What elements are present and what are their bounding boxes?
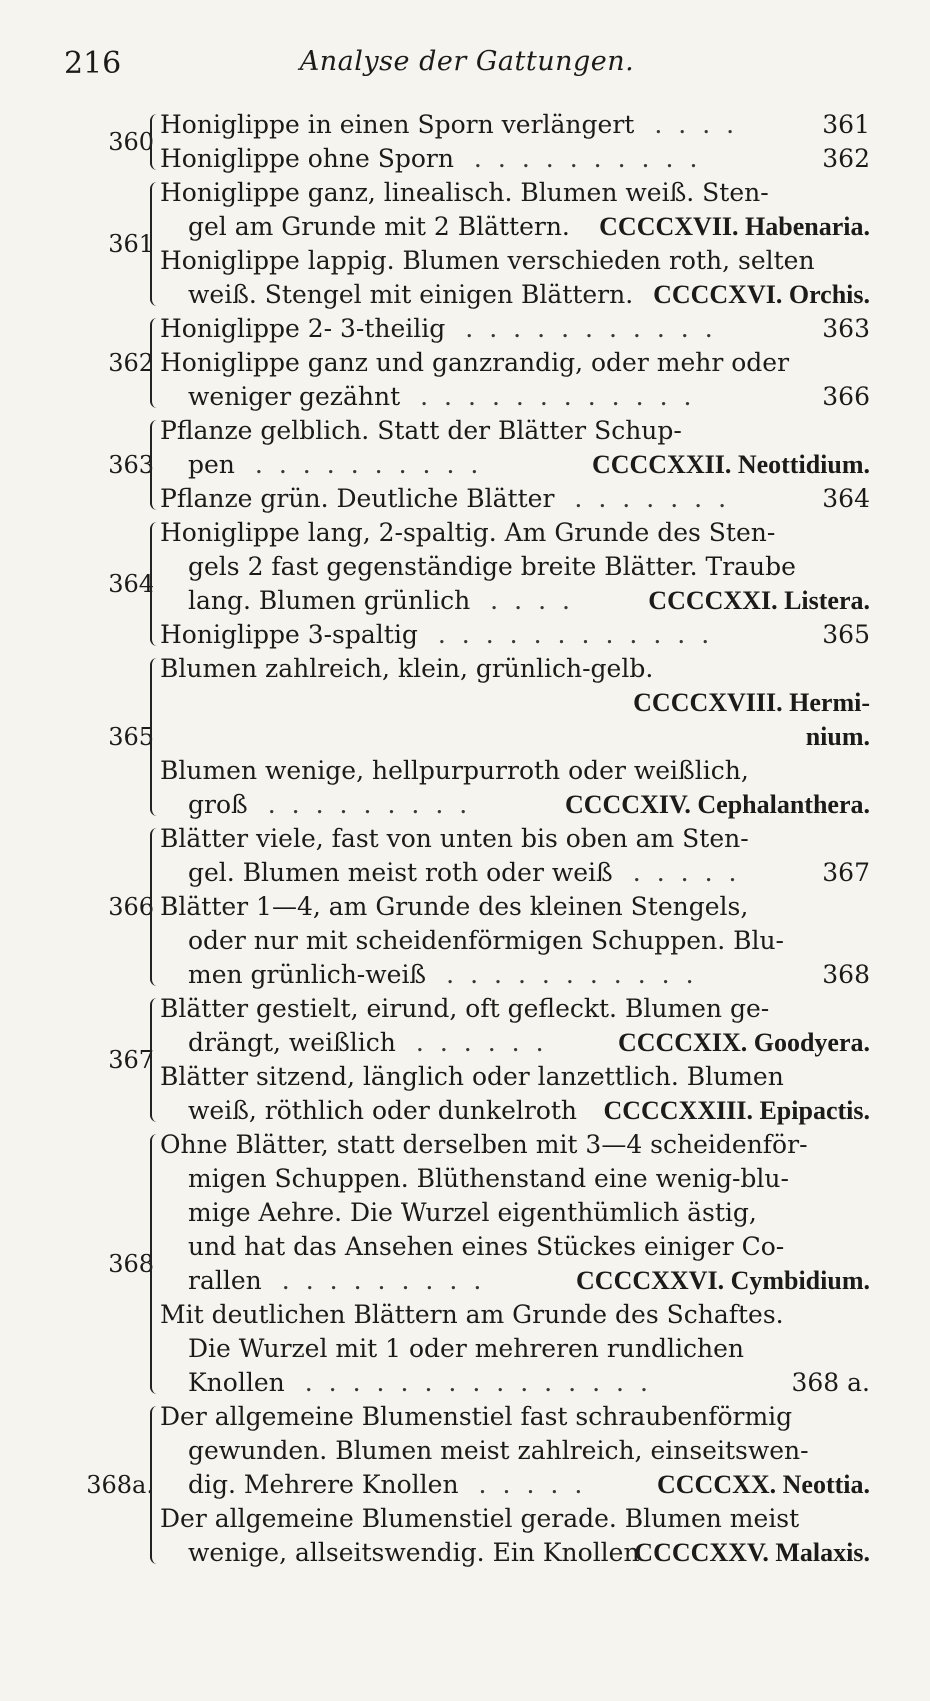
couplet-brace [150,1406,164,1564]
lead-text: gel am Grunde mit 2 Blättern. [188,212,570,241]
lead-line [188,924,870,958]
key-couplet [0,1128,930,1400]
lead-text: Pflanze gelblich. Statt der Blätter Schup- [160,416,682,445]
lead-text: weiß, röthlich oder dunkelroth [188,1096,578,1125]
lead-text: Honiglippe 2- 3-theilig [160,314,446,343]
lead-text: gels 2 fast gegenständige breite Blätter. Traube [188,552,796,581]
lead-text: lang. Blumen grünlich [188,586,471,615]
lead-line [188,550,870,584]
lead-line [160,1400,870,1434]
lead-text: Blätter 1—4, am Grunde des kleinen Stengels, [160,892,749,921]
lead-line [160,890,870,924]
leader-dots: ..... [632,858,753,887]
key-lead [0,1298,930,1400]
lead-text: pen [188,450,235,479]
lead-text: Blätter gestielt, eirund, oft gefleckt. Blumen ge- [160,994,770,1023]
couplet-number: 360 [108,128,154,156]
lead-line [188,1196,870,1230]
couplet-number: 367 [108,1046,154,1074]
lead-text: gewunden. Blumen meist zahlreich, einseitswen- [188,1436,809,1465]
lead-text: men grünlich-weiß [188,960,427,989]
leader-dots: ............ [437,620,726,649]
lead-line [188,1162,870,1196]
lead-text: Ohne Blätter, statt derselben mit 3—4 scheidenför- [160,1130,808,1159]
lead-line [188,1536,870,1570]
lead-line [188,584,870,618]
genus-result: CCCCXXV. Malaxis. [634,1538,870,1567]
key-couplet [0,108,930,176]
lead-line [188,686,870,720]
lead-line [188,1094,870,1128]
lead-text: Blumen zahlreich, klein, grünlich-gelb. [160,654,654,683]
leader-dots: ........... [465,314,729,343]
couplet-brace [150,522,164,646]
lead-text: dig. Mehrere Knollen [188,1470,459,1499]
couplet-brace [150,182,164,306]
couplet-reference: 368 a. [791,1368,870,1397]
genus-result: CCCCXXVI. Cymbidium. [576,1266,870,1295]
leader-dots: ............ [420,382,708,411]
key-couplet [0,176,930,312]
couplet-number: 362 [108,349,154,377]
lead-text: wenige, allseitswendig. Ein Knollen [188,1538,640,1567]
lead-line [160,992,870,1026]
lead-text: weiß. Stengel mit einigen Blättern. [188,280,634,309]
couplet-brace [150,1134,164,1394]
key-couplet [0,414,930,516]
couplet-number: 366 [108,893,154,921]
couplet-reference: 367 [822,858,870,887]
page-number: 216 [64,46,122,81]
lead-line [160,652,870,686]
key-lead [0,312,930,346]
genus-result: CCCCXVI. Orchis. [653,280,870,309]
couplet-number: 363 [108,451,154,479]
leader-dots: .... [490,586,586,615]
couplet-reference: 361 [822,110,870,139]
genus-result: CCCCXXI. Listera. [648,586,870,615]
lead-line [160,1128,870,1162]
leader-dots: ......... [267,790,484,819]
leader-dots: .......... [473,144,714,173]
couplet-number: 365 [108,723,154,751]
lead-line [160,1298,870,1332]
leader-dots: ....... [574,484,743,513]
lead-line [160,108,870,142]
lead-line [160,414,870,448]
leader-dots: .......... [254,450,495,479]
lead-text: mige Aehre. Die Wurzel eigenthümlich ästig, [188,1198,757,1227]
leader-dots: ......... [281,1266,498,1295]
lead-text: Mit deutlichen Blättern am Grunde des Schaftes. [160,1300,784,1329]
lead-line [160,244,870,278]
lead-text: Honiglippe 3-spaltig [160,620,418,649]
lead-line [160,516,870,550]
genus-result: CCCCXXIII. Epipactis. [603,1096,870,1125]
lead-text: migen Schuppen. Blüthenstand eine wenig-blu- [188,1164,789,1193]
lead-text: weniger gezähnt [188,382,401,411]
lead-line [188,210,870,244]
couplet-reference: 365 [822,620,870,649]
lead-line [188,1366,870,1400]
lead-text: oder nur mit scheidenförmigen Schuppen. Blu- [188,926,785,955]
lead-text: Honiglippe lappig. Blumen verschieden roth, selten [160,246,815,275]
lead-text: Der allgemeine Blumenstiel gerade. Blumen meist [160,1504,800,1533]
running-title: Analyse der Gattungen. [299,46,635,77]
lead-line [160,142,870,176]
leader-dots: .... [654,110,751,139]
key-couplet [0,1400,930,1570]
key-couplet [0,652,930,822]
lead-text: drängt, weißlich [188,1028,396,1057]
couplet-number: 364 [108,570,154,598]
lead-text: Honiglippe ohne Sporn [160,144,454,173]
couplet-reference: 363 [822,314,870,343]
couplet-reference: 366 [822,382,870,411]
key-lead [0,618,930,652]
lead-line [188,1434,870,1468]
genus-result: CCCCXX. Neottia. [656,1470,870,1499]
leader-dots: ..... [478,1470,599,1499]
leader-dots: ...... [415,1028,560,1057]
lead-line [188,380,870,414]
couplet-brace [150,420,164,510]
lead-line [188,1026,870,1060]
lead-text: Blätter sitzend, länglich oder lanzettlich. Blumen [160,1062,784,1091]
identification-key [0,108,930,1570]
key-lead [0,822,930,890]
leader-dots: ........... [446,960,710,989]
lead-line [160,618,870,652]
key-lead [0,754,930,822]
couplet-reference: 368 [822,960,870,989]
couplet-number: 368a. [86,1471,154,1499]
couplet-reference: 362 [822,144,870,173]
couplet-number: 368 [108,1250,154,1278]
page-header [64,46,870,90]
lead-line [160,1502,870,1536]
lead-line [160,1060,870,1094]
couplet-brace [150,114,164,170]
key-couplet [0,312,930,414]
lead-line [160,346,870,380]
lead-line [160,312,870,346]
genus-result: CCCCXIV. Cephalanthera. [564,790,870,819]
lead-text: rallen [188,1266,262,1295]
couplet-brace [150,658,164,816]
lead-text: und hat das Ansehen eines Stückes einiger Co- [188,1232,785,1261]
couplet-reference: 364 [822,484,870,513]
leader-dots: ............... [304,1368,664,1397]
lead-line [188,856,870,890]
lead-text: Honiglippe ganz, linealisch. Blumen weiß. Sten- [160,178,769,207]
lead-line [160,482,870,516]
key-couplet [0,992,930,1128]
lead-text: Honiglippe ganz und ganzrandig, oder mehr oder [160,348,790,377]
lead-text: groß [188,790,248,819]
lead-line [160,754,870,788]
lead-text: Honiglippe lang, 2-spaltig. Am Grunde des Sten- [160,518,776,547]
genus-result: CCCCXVII. Habenaria. [599,212,870,241]
lead-text: Blätter viele, fast von unten bis oben am Sten- [160,824,749,853]
lead-line [188,958,870,992]
lead-text: Knollen [188,1368,285,1397]
lead-text: Blumen wenige, hellpurpurroth oder weißlich, [160,756,749,785]
lead-text: gel. Blumen meist roth oder weiß [188,858,613,887]
couplet-number: 361 [108,230,154,258]
lead-line [160,176,870,210]
key-couplet [0,516,930,652]
key-lead [0,1502,930,1570]
genus-result: CCCCXIX. Goodyera. [617,1028,870,1057]
lead-line [188,448,870,482]
lead-line [188,278,870,312]
lead-line [188,720,870,754]
key-couplet [0,822,930,992]
couplet-brace [150,318,164,408]
key-lead [0,482,930,516]
lead-line [188,788,870,822]
lead-text: Honiglippe in einen Sporn verlängert [160,110,635,139]
genus-result: CCCCXXII. Neottidium. [591,450,870,479]
lead-line [188,1332,870,1366]
genus-result: nium. [805,722,870,751]
lead-line [160,822,870,856]
genus-result: CCCCXVIII. Hermi- [633,688,870,717]
lead-text: Die Wurzel mit 1 oder mehreren rundlichen [188,1334,745,1363]
couplet-brace [150,828,164,986]
lead-line [188,1230,870,1264]
lead-text: Pflanze grün. Deutliche Blätter [160,484,555,513]
couplet-brace [150,998,164,1122]
lead-text: Der allgemeine Blumenstiel fast schraubenförmig [160,1402,793,1431]
lead-line [188,1264,870,1298]
lead-line [188,1468,870,1502]
